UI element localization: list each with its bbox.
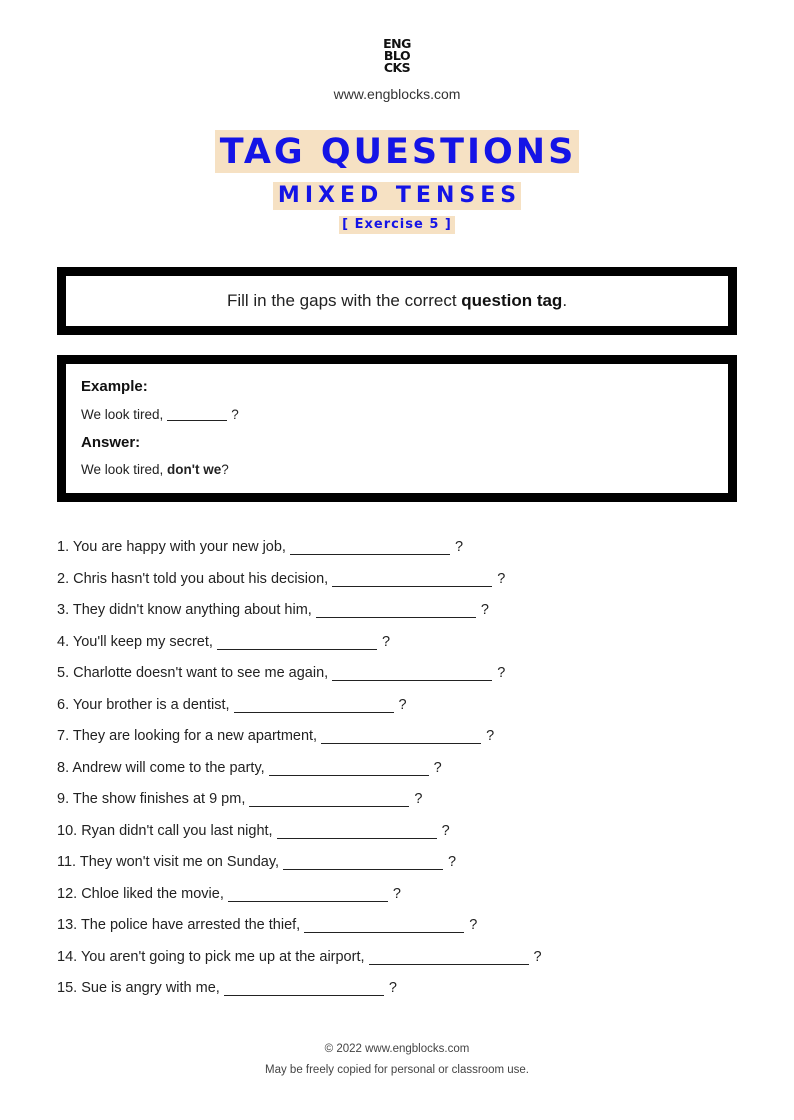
answer-text: We look tired, [81,462,168,477]
question-text: Chloe liked the movie, [81,885,224,902]
page-subtitle: MIXED TENSES [273,182,521,210]
question-mark: ? [381,633,391,650]
instructions-suffix: . [562,291,568,310]
question-number: 3. [57,602,70,618]
question-number: 7. [57,728,70,744]
question-text: The show finishes at 9 pm, [72,791,246,807]
question-text: Charlotte doesn't want to see me again, [73,665,329,681]
question-text: You aren't going to pick me up at the airport, [80,948,365,965]
question-text: Ryan didn't call you last night, [81,822,273,839]
question-11 [57,854,737,886]
exercise-label: [ Exercise 5 ] [339,216,455,234]
question-number: 1. [57,539,70,555]
answer-blank[interactable] [277,824,437,839]
example-label: Example: [81,378,148,395]
instructions-bold: question tag [461,291,563,310]
question-2 [57,571,737,603]
answer-blank[interactable] [332,666,492,681]
question-text: The police have arrested the thief, [80,917,301,933]
question-15 [57,980,737,1012]
answer-blank[interactable] [369,950,529,965]
engblocks-logo [377,38,417,74]
question-number: 2. [57,570,70,587]
instructions-box [57,267,737,335]
question-12 [57,886,737,918]
example-suffix: ? [231,407,239,422]
question-number: 8. [57,759,70,776]
question-mark: ? [388,980,397,996]
answer-label: Answer: [81,434,141,451]
question-text: They are looking for a new apartment, [72,728,318,744]
question-number: 15. [57,980,78,996]
question-8 [57,760,737,792]
question-mark: ? [414,791,423,807]
question-number: 13. [57,917,78,933]
answer-blank[interactable] [290,540,450,555]
question-10 [57,823,737,855]
question-mark: ? [448,854,457,870]
footer-copyright: © 2022 www.engblocks.com [324,1043,470,1055]
question-mark: ? [469,917,478,933]
question-6 [57,697,737,729]
question-number: 5. [57,665,70,681]
page-title-wrap [0,130,794,173]
question-number: 4. [57,633,70,650]
example-sentence [81,407,239,422]
question-text: You are happy with your new job, [72,539,286,555]
question-mark: ? [480,602,489,618]
question-13 [57,917,737,949]
example-blank [167,420,227,421]
question-list [57,539,737,1012]
question-7 [57,728,737,760]
answer-blank[interactable] [269,761,429,776]
answer-blank[interactable] [316,603,476,618]
question-1 [57,539,737,571]
question-number: 12. [57,885,78,902]
question-number: 14. [57,948,78,965]
answer-blank[interactable] [249,792,409,807]
instructions-text [227,291,567,311]
answer-blank[interactable] [234,698,394,713]
question-text: Your brother is a dentist, [72,696,230,713]
site-url[interactable]: www.engblocks.com [333,86,461,102]
answer-suffix: ? [221,462,229,477]
logo-line-1: ENG [383,36,411,51]
answer-bold: don't we [167,462,222,477]
question-mark: ? [497,665,506,681]
question-number: 11. [57,854,77,870]
question-text: Chris hasn't told you about his decision, [73,570,329,587]
answer-sentence [81,462,229,477]
page-title: TAG QUESTIONS [215,130,580,173]
answer-blank[interactable] [283,855,443,870]
question-number: 9. [57,791,70,807]
answer-blank[interactable] [217,635,377,650]
question-text: They won't visit me on Sunday, [79,854,280,870]
question-text: They didn't know anything about him, [72,602,312,618]
question-3 [57,602,737,634]
example-box [57,355,737,502]
question-mark: ? [454,539,464,555]
question-mark: ? [433,759,442,776]
footer-license: May be freely copied for personal or classroom use. [265,1064,529,1076]
question-text: You'll keep my secret, [72,633,213,650]
logo-line-2: BLO [383,48,411,63]
question-mark: ? [486,728,495,744]
answer-blank[interactable] [321,729,481,744]
example-text: We look tired, [81,407,164,422]
question-mark: ? [533,948,542,965]
question-mark: ? [398,696,407,713]
page-subtitle-wrap [0,182,794,210]
answer-blank[interactable] [224,981,384,996]
question-mark: ? [392,885,401,902]
question-mark: ? [497,570,506,587]
question-text: Andrew will come to the party, [72,759,265,776]
answer-blank[interactable] [332,572,492,587]
question-4 [57,634,737,666]
question-number: 6. [57,696,70,713]
logo-line-3: CKS [383,60,411,75]
answer-blank[interactable] [304,918,464,933]
question-text: Sue is angry with me, [81,980,220,996]
question-5 [57,665,737,697]
question-number: 10. [57,822,78,839]
instructions-prefix: Fill in the gaps with the correct [226,291,462,310]
exercise-label-wrap [0,215,794,234]
answer-blank[interactable] [228,887,388,902]
question-14 [57,949,737,981]
question-9 [57,791,737,823]
question-mark: ? [441,822,450,839]
